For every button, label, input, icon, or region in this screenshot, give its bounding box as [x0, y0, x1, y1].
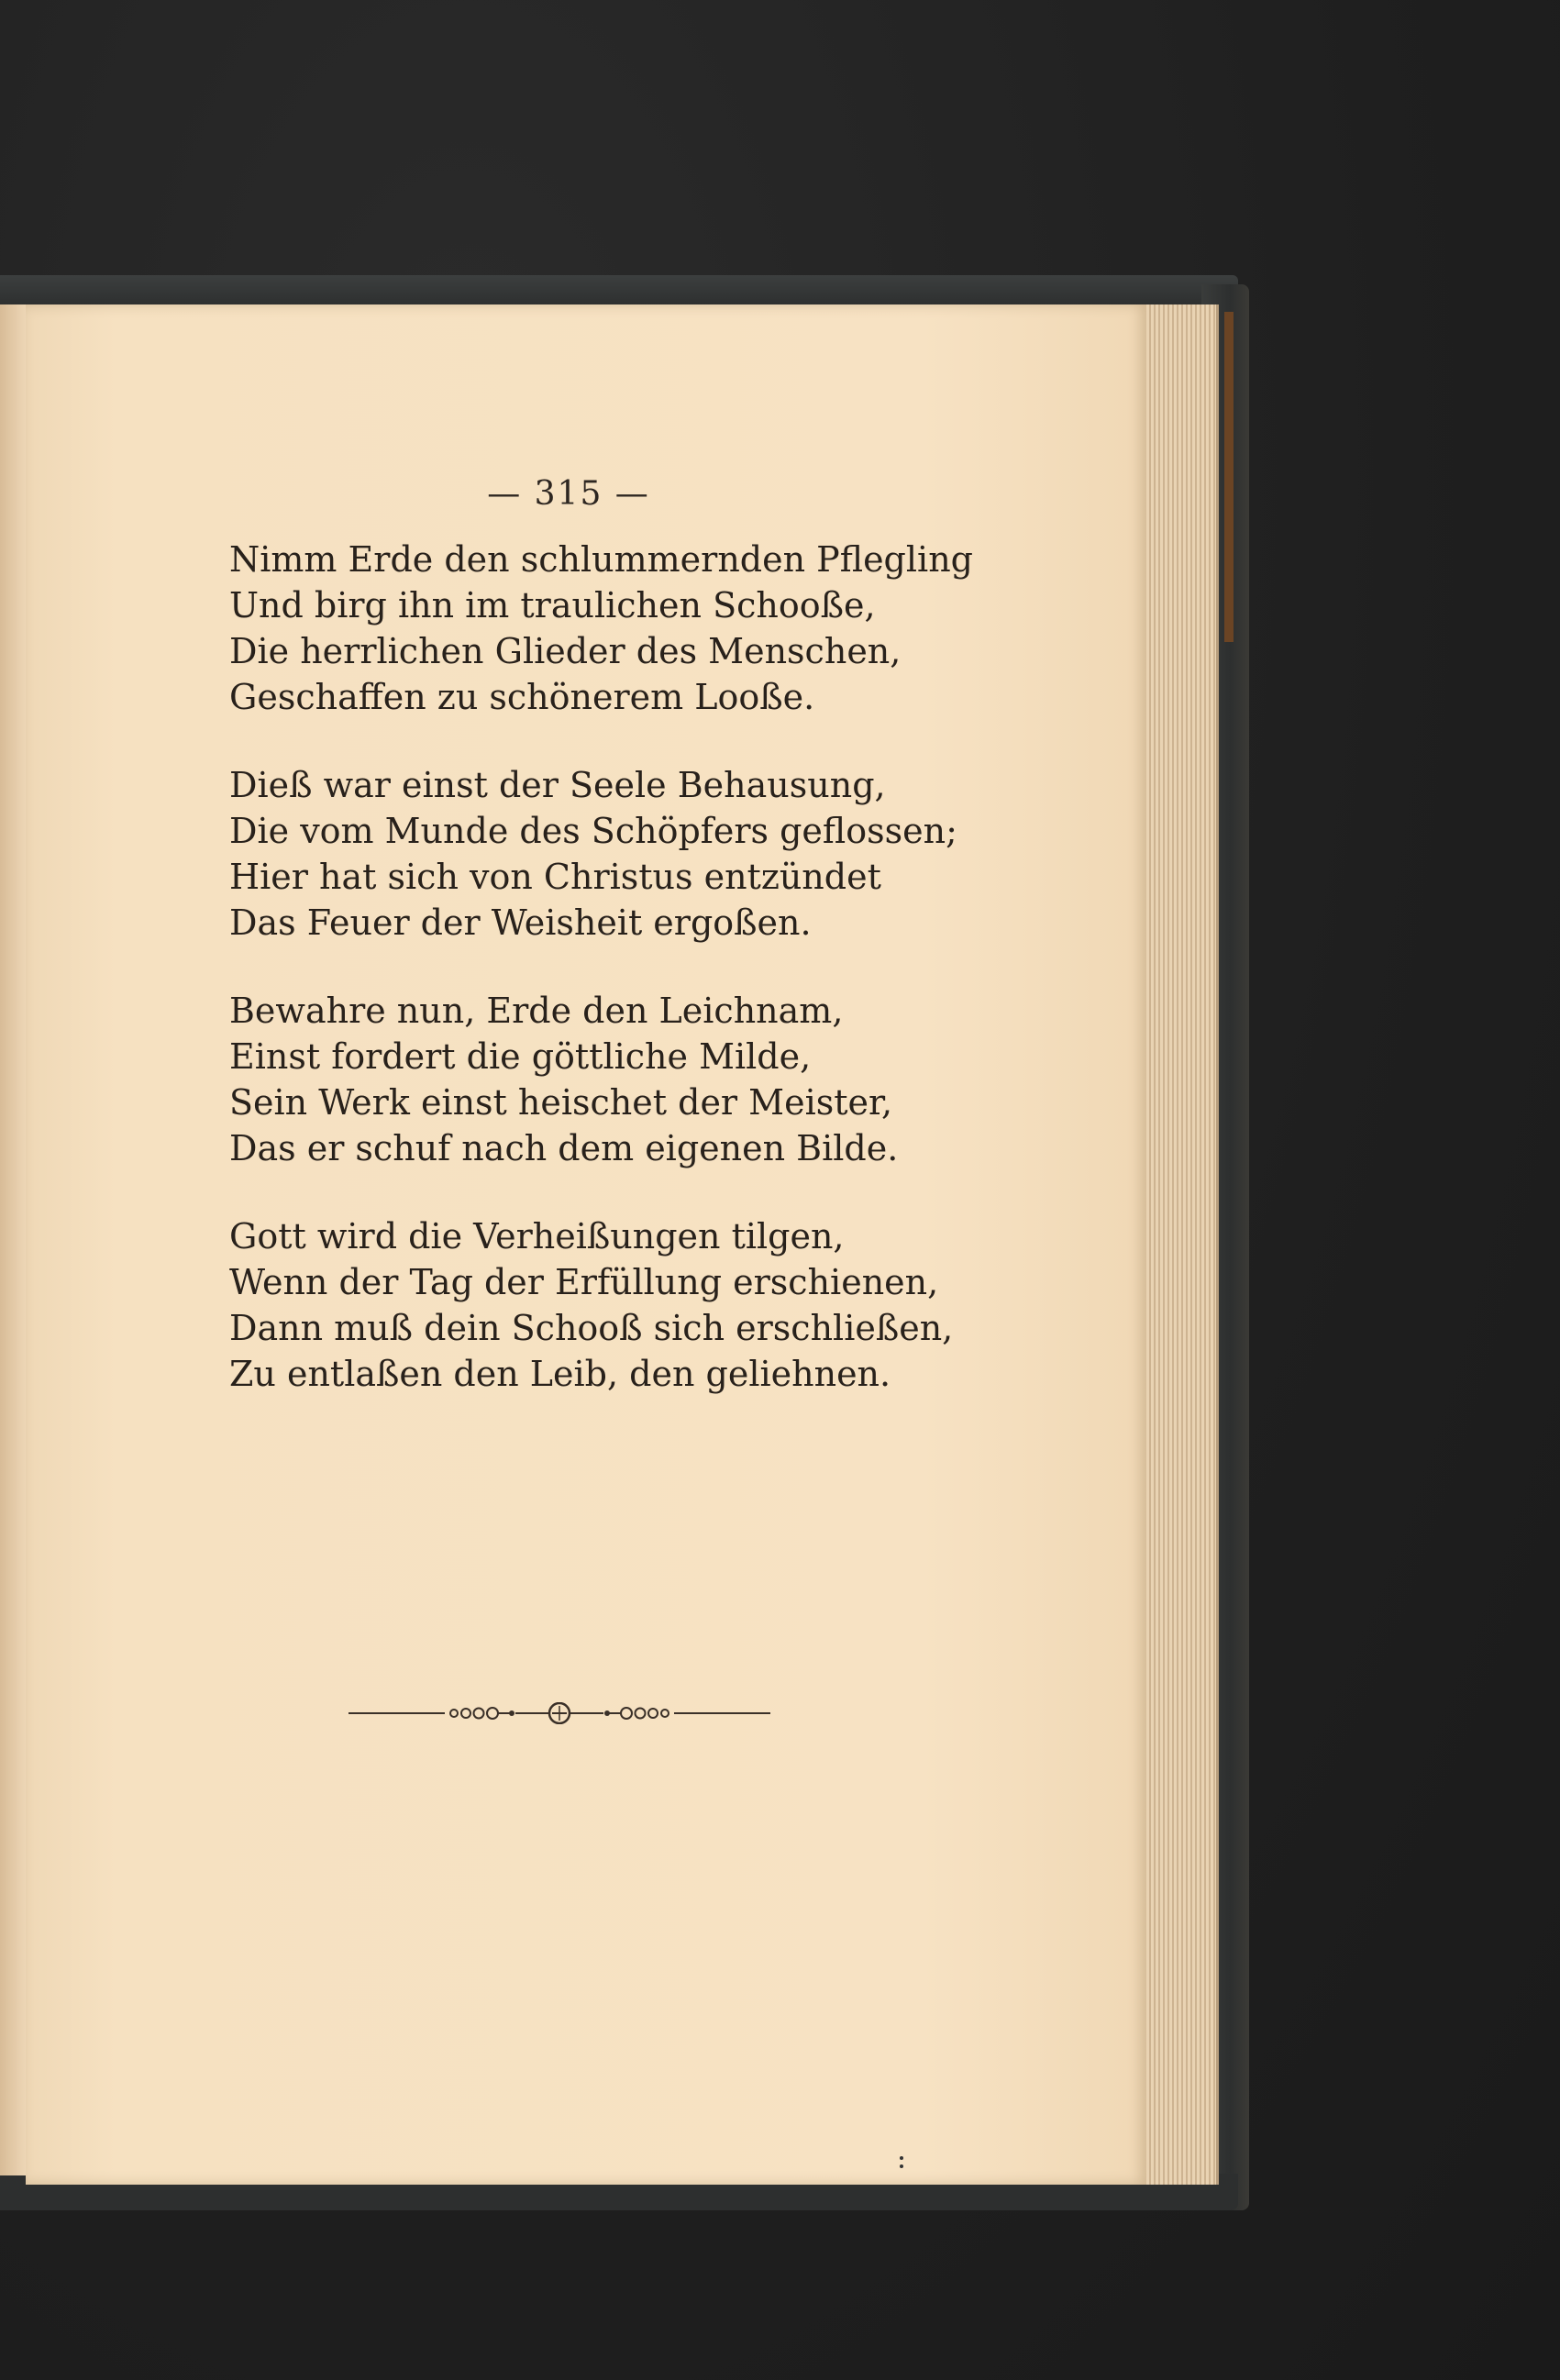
book-cover-top-edge — [0, 275, 1238, 304]
book-cover-worn-edge — [1224, 312, 1234, 642]
previous-page-strip — [0, 304, 26, 2175]
page-number: — 315 — — [487, 475, 650, 513]
printer-mark — [899, 2155, 904, 2170]
poem-line: Die vom Munde des Schöpfers geflossen; — [229, 811, 957, 851]
poem-line: Zu entlaßen den Leib, den geliehnen. — [229, 1354, 891, 1394]
ornamental-divider-icon — [349, 1702, 770, 1724]
poem-line: Wenn der Tag der Erfüllung erschienen, — [229, 1262, 939, 1302]
stanza-2 — [229, 762, 957, 946]
poem-line: Sein Werk einst heischet der Meister, — [229, 1082, 893, 1123]
poem-line: Die herrlichen Glieder des Menschen, — [229, 631, 902, 671]
poem-line: Dieß war einst der Seele Behausung, — [229, 765, 886, 805]
page-fore-edge — [1146, 304, 1219, 2185]
stanza-4 — [229, 1213, 954, 1397]
poem-line: Und birg ihn im traulichen Schooße, — [229, 585, 876, 625]
poem-line: Bewahre nun, Erde den Leichnam, — [229, 991, 844, 1031]
poem-line: Das Feuer der Weisheit ergoßen. — [229, 902, 812, 943]
stanza-3 — [229, 988, 945, 1171]
poem-line: Das er schuf nach dem eigenen Bilde. — [229, 1128, 899, 1168]
poem-line: Hier hat sich von Christus entzündet — [229, 857, 881, 897]
stanza-1 — [229, 537, 973, 720]
poem-line: Dann muß dein Schooß sich erschließen, — [229, 1308, 954, 1348]
poem-line: Nimm Erde den schlummernden Pflegling — [229, 539, 973, 580]
poem-text — [229, 537, 973, 1397]
poem-line: Gott wird die Verheißungen tilgen, — [229, 1216, 845, 1256]
poem-line: Geschaffen zu schönerem Looße. — [229, 677, 815, 717]
poem-line: Einst fordert die göttliche Milde, — [229, 1036, 812, 1077]
